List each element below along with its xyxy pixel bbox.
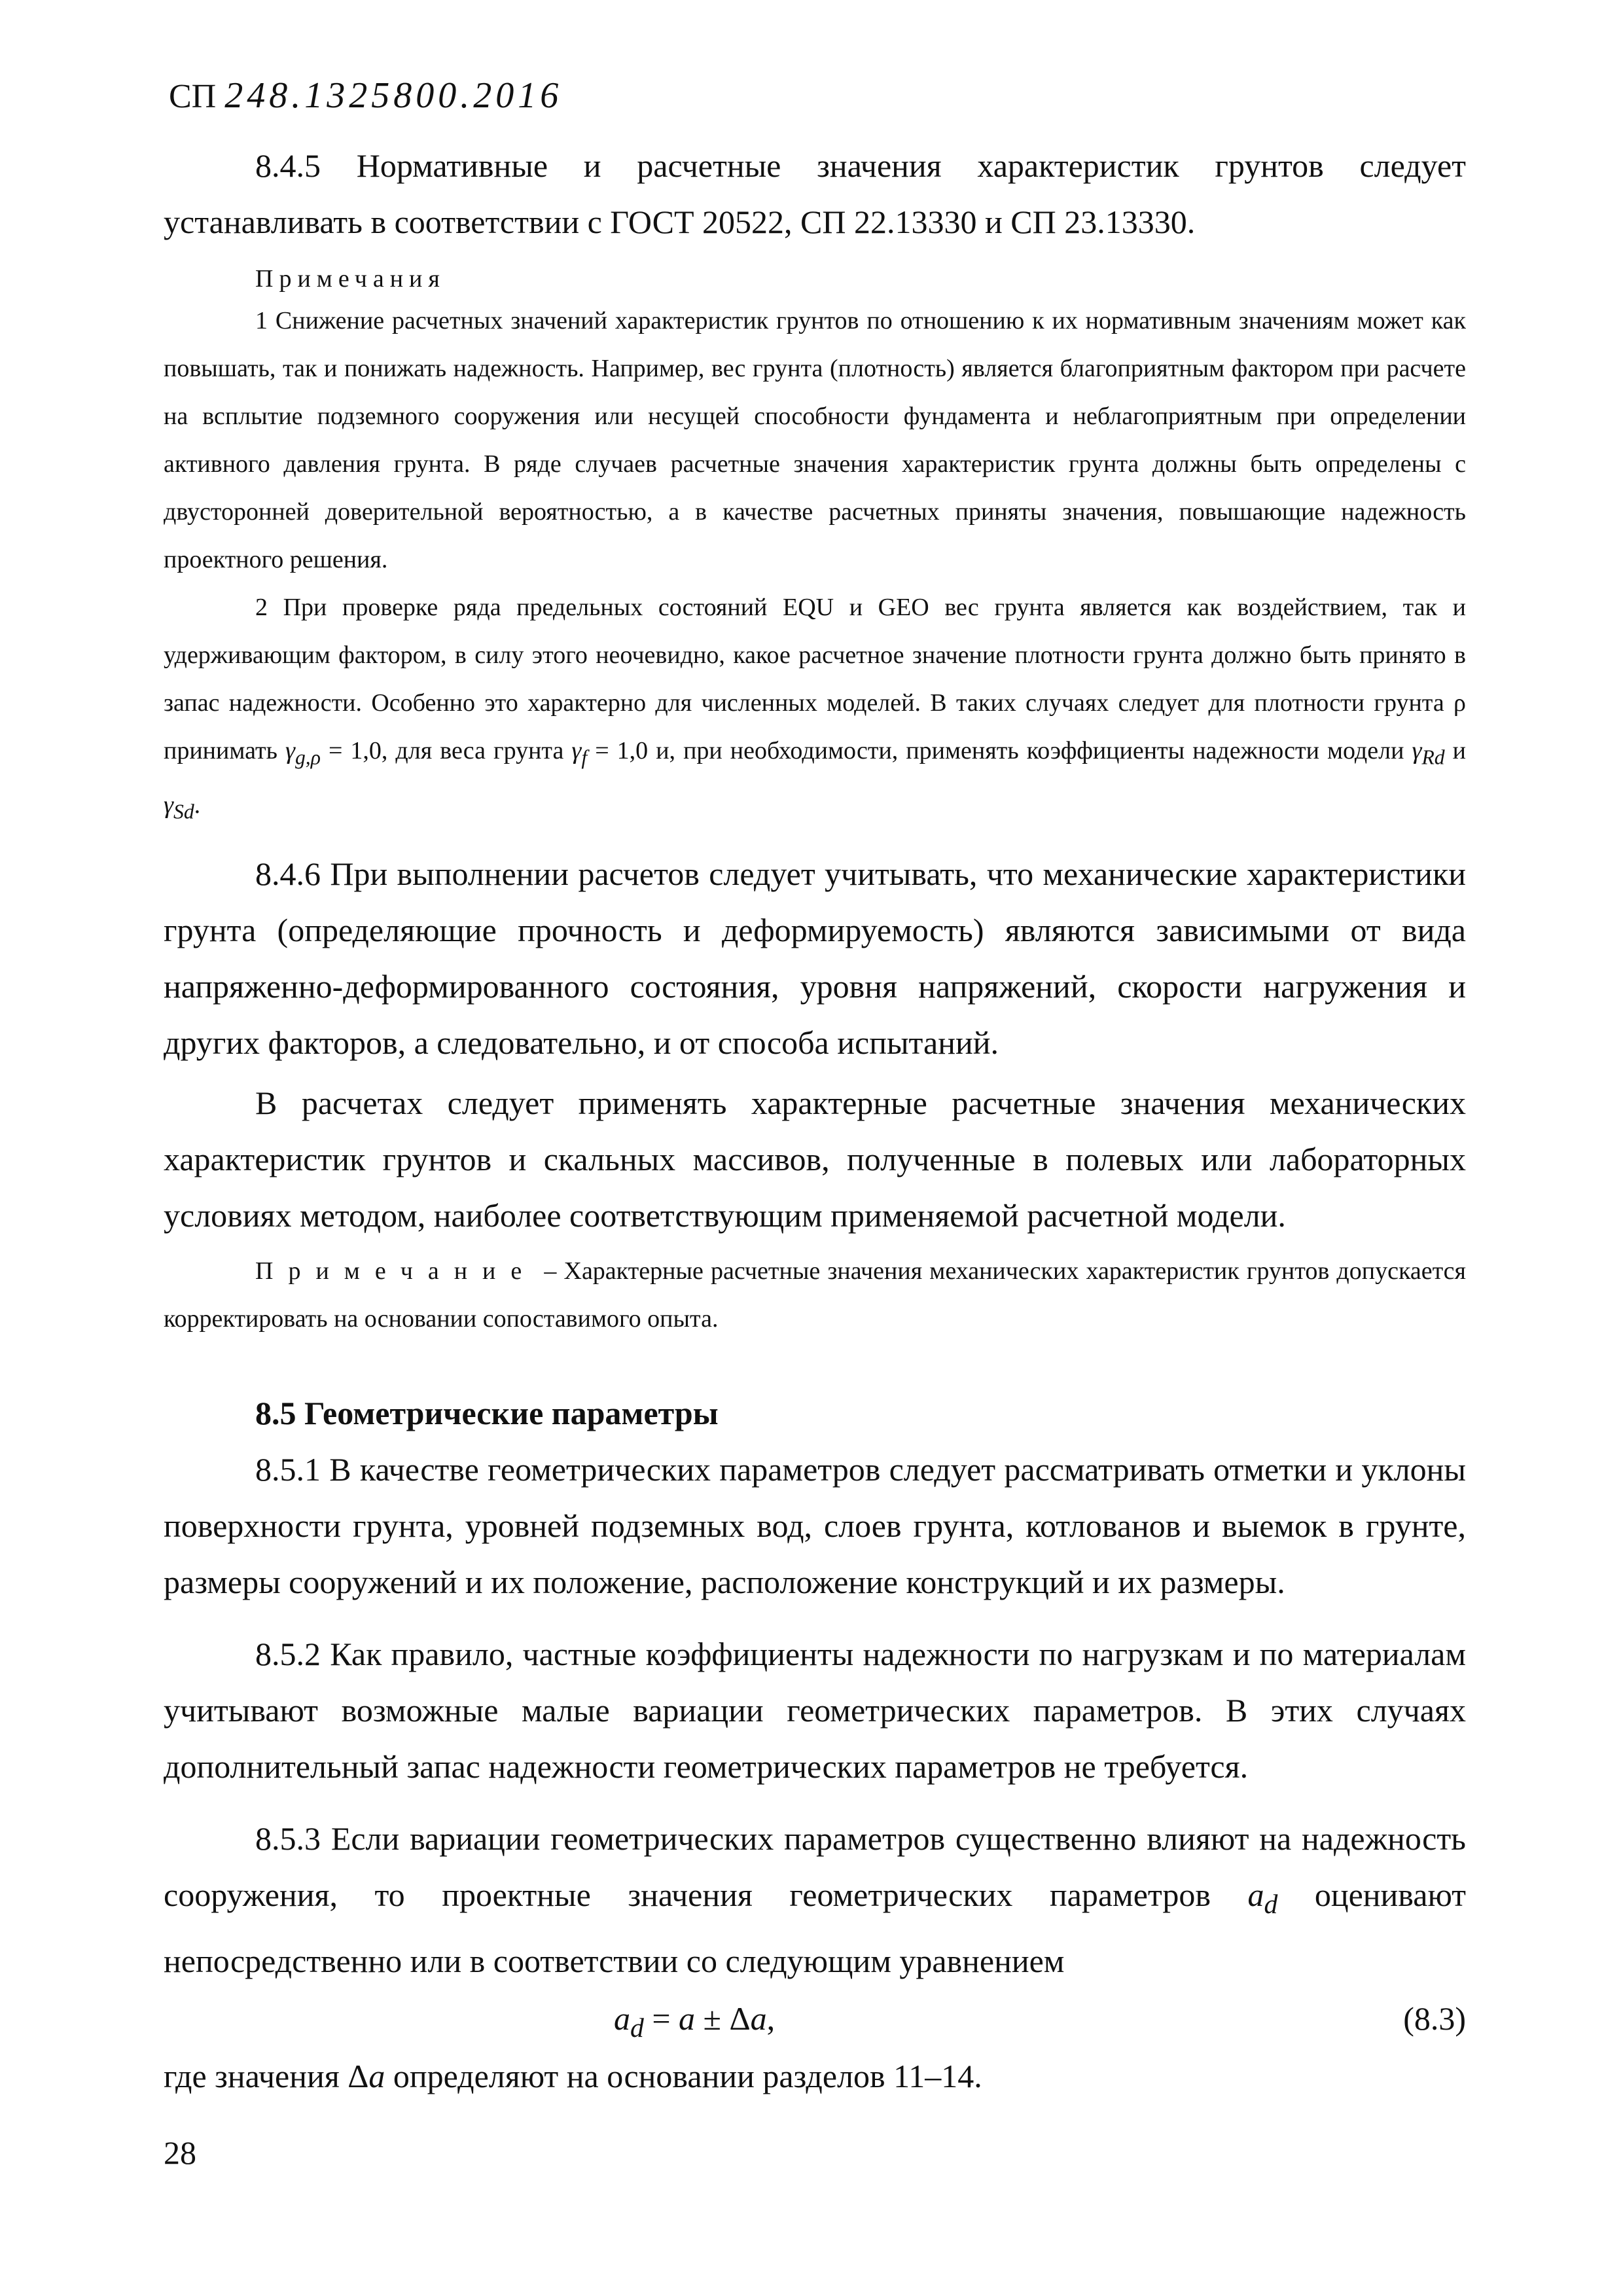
clause-8-5-3 [164,1810,1466,1989]
equation-explanation-text-1: где значения Δ [164,2058,369,2095]
note-2-text-1: 2 При проверке ряда предельных состояний EQU и GEO вес грунта является как воздействием, так и удерживающим фактором, в силу этого неочевидно, какое расчетное значение плотности грунта должно быть принято в запас надежности. Особенно это характерно для численных моделей. В таких случаях следует для плотности грунта ρ принимать [164,594,1466,764]
clause-8-4-6-paragraph-2: В расчетах следует применять характерные расчетные значения механических характеристик грунтов и скальных массивов, полученные в полевых или лабораторных условиях методом, наиболее соответствующим применяемой расчетной модели. [164,1085,1466,1234]
document-code-header [169,77,562,114]
gamma-subscript: f [581,745,588,769]
note-2-text-4: и [1444,737,1466,764]
clause-8-4-6: 8.4.6 При выполнении расчетов следует учитывать, что механические характеристики грунта (определяющие прочность и деформируемость) являются зависимыми от вида напряженно-деформированного состояния, уровня напряжений, скорости нагружения и других факторов, а следовательно, и от способа испытаний. [164,855,1466,1062]
equation-equals: = [643,2000,679,2037]
equation-number: (8.3) [1403,2000,1466,2037]
document-code-prefix: СП [169,78,217,115]
gamma-subscript: g,ρ [294,745,321,769]
note-2-text-3: = 1,0 и, при необходимости, применять коэффициенты надежности модели [587,737,1412,764]
handwritten-document-number: 248.1325800.2016 [224,75,563,116]
gamma-symbol: γ [571,737,582,764]
gamma-symbol: γ [164,791,173,819]
note-1: 1 Снижение расчетных значений характеристик грунтов по отношению к их нормативным значениям может как повышать, так и понижать надежность. Например, вес грунта (плотность) является благоприятным фактором при расчете на всплытие подземного сооружения или несущей способности фундамента и неблагоприятным при определении активного давления грунта. В ряде случаев расчетные значения характеристик грунта должны быть определены с двусторонней доверительной вероятностью, а в качестве расчетных приняты значения, повышающие надежность проектного решения. [164,307,1466,573]
page-number: 28 [164,2134,196,2171]
equation-explanation-text-2: определяют на основании разделов 11–14. [385,2058,982,2095]
equation-lhs-subscript: d [630,2013,644,2044]
section-title-8-5: 8.5 Геометрические параметры [255,1395,719,1432]
variable-a: a [1247,1876,1264,1914]
equation-variable-a: a [750,2000,767,2037]
variable-a: a [368,2058,385,2095]
gamma-symbol: γ [1412,737,1422,764]
clause-8-4-5: 8.4.5 Нормативные и расчетные значения характеристик грунтов следует устанавливать в соответствии с ГОСТ 20522, СП 22.13330 и СП 23.13330. [164,147,1466,240]
note-3-text: Характерные расчетные значения механических характеристик грунтов допускается корректировать на основании сопоставимого опыта. [164,1257,1466,1333]
note-2 [164,584,1466,835]
equation-lhs: a [614,2000,630,2037]
clause-8-5-1: 8.5.1 В качестве геометрических параметров следует рассматривать отметки и уклоны поверхности грунта, уровней подземных вод, слоев грунта, котлованов и выемок в грунте, размеры сооружений и их положение, расположение конструкций и их размеры. [164,1451,1466,1601]
clause-8-5-2: 8.5.2 Как правило, частные коэффициенты надежности по нагрузкам и по материалам учитывают возможные малые вариации геометрических параметров. В этих случаях дополнительный запас надежности геометрических параметров не требуется. [164,1636,1466,1785]
page-body [164,137,1466,2104]
equation-expression [614,1989,775,2058]
equation-variable-a: a [679,2000,696,2037]
equation-explanation [164,2048,1466,2104]
equation-plus-minus-delta: ± Δ [695,2000,751,2037]
notes-heading: Примечания [255,265,446,293]
note-2-text-2: = 1,0, для веса грунта [320,737,572,764]
note-3-label: Примечание [255,1257,537,1285]
note-3 [164,1247,1466,1343]
equation-8-3 [164,1989,1466,2048]
note-3-dash: – [537,1257,564,1285]
variable-subscript: d [1264,1890,1278,1920]
gamma-symbol: γ [285,737,295,764]
clause-8-5-3-text-2: оценивают непосредственно или в соответствии со следующим уравнением [164,1876,1466,1980]
clause-8-5-3-text-1: 8.5.3 Если вариации геометрических параметров существенно влияют на надежность сооружения, то проектные значения геометрических параметров [164,1820,1466,1914]
gamma-subscript: Sd [173,800,194,823]
gamma-subscript: Rd [1421,745,1445,769]
note-2-text-5: . [194,791,201,819]
equation-comma: , [766,2000,776,2037]
